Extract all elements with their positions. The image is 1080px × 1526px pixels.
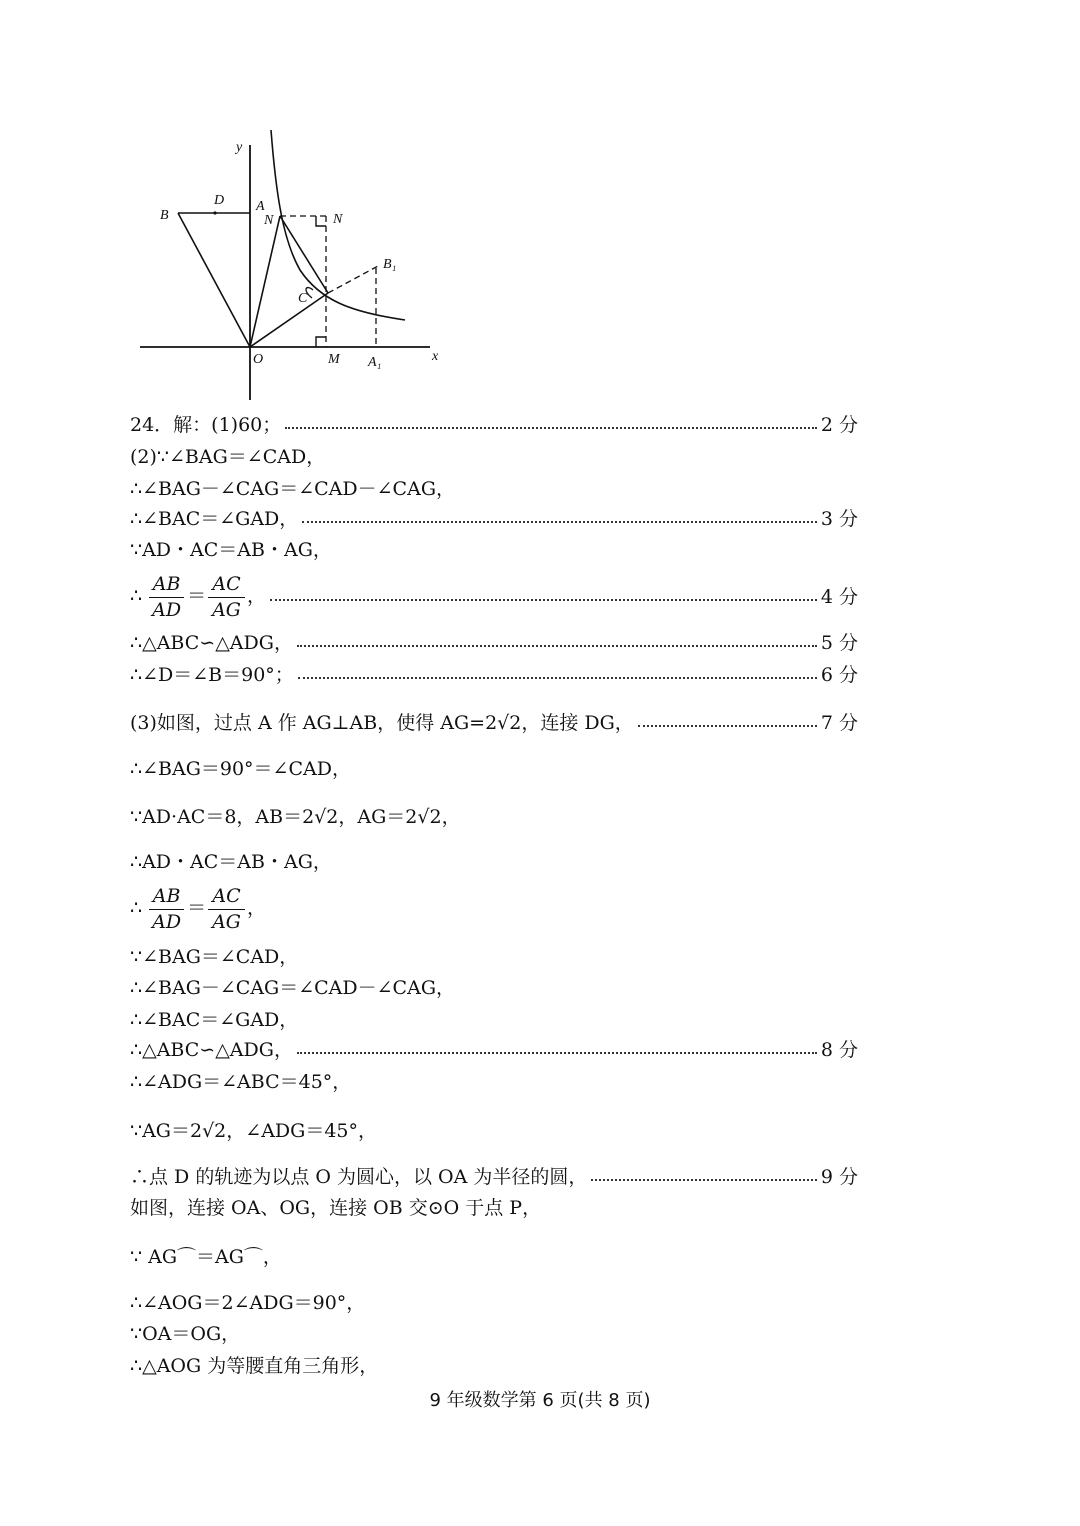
label-A: A [256,199,265,214]
leader-dots [591,1179,817,1181]
right-angle-M [316,337,326,347]
label-N: N [264,213,274,228]
label-D: D [214,193,225,208]
score-label: 9 分 [820,1165,858,1188]
label-C: C [298,291,308,306]
label-N: N [333,212,343,227]
solution-line: ∴△ABC∽△ADG， 5 分 [130,631,858,654]
label-y: y [236,140,243,155]
solution-line: ∴∠AOG＝2∠ADG＝90°， [130,1291,366,1314]
solution-line: ∴∠BAG＝90°＝∠CAD， [130,757,351,780]
solution-line: ∵AD・AC＝AB・AG， [130,538,332,561]
label-M: M [328,352,340,367]
segment-OA [250,216,280,347]
solution-line: ∴∠BAG－∠CAG＝∠CAD－∠CAG， [130,477,455,500]
leader-dots [297,1052,817,1054]
segment-BO [178,213,250,347]
solution-line: ∴∠ADG＝∠ABC＝45°， [130,1070,352,1093]
solution-line: 24．解：(1)60； 2 分 [130,413,858,436]
score-label: 2 分 [820,413,858,436]
fraction: $\frac{AB}{AD}$ [148,884,185,934]
leader-dots [285,427,817,429]
leader-dots [638,725,817,727]
label-B1: B₁ [383,257,397,272]
score-label: 4 分 [820,585,858,608]
solution-line: ∵AD·AC＝8，AB＝2√2，AG＝2√2， [130,805,461,828]
fraction: $\frac{AB}{AD}$ [148,572,185,622]
coordinate-figure [130,130,460,410]
fraction-line: ∴ $\frac{AB}{AD}$ ＝ $\frac{AC}{AG}$ ， 4 分 [130,572,858,621]
solution-line: ∴点 D 的轨迹为以点 O 为圆心，以 OA 为半径的圆， 9 分 [130,1165,858,1188]
solution-line: ∵AG＝2√2，∠ADG＝45°， [130,1119,378,1142]
solution-line: ∴∠BAG－∠CAG＝∠CAD－∠CAG， [130,976,455,999]
score-label: 6 分 [820,663,858,686]
score-label: 7 分 [820,711,858,734]
score-label: 8 分 [820,1038,858,1061]
label-A1: A₁ [368,355,382,370]
score-label: 3 分 [820,507,858,530]
fraction: $\frac{AC}{AG}$ [208,572,245,622]
fraction-line: ∴ $\frac{AB}{AD}$ ＝ $\frac{AC}{AG}$ ， [130,884,266,933]
leader-dots [302,521,817,523]
solution-line: ∴∠D＝∠B＝90°； 6 分 [130,663,858,686]
solution-line: ∴AD・AC＝AB・AG， [130,850,332,873]
label-x: x [432,349,439,364]
score-label: 5 分 [820,631,858,654]
solution-line: ∵OA＝OG， [130,1322,241,1345]
right-angle-N [316,216,326,226]
solution-line: (3)如图，过点 A 作 AG⊥AB，使得 AG=2√2，连接 DG， 7 分 [130,711,858,734]
label-B: B [160,208,169,223]
solution-line: ∴△AOG 为等腰直角三角形， [130,1354,379,1377]
solution-line: ∴∠BAC＝∠GAD， 3 分 [130,507,858,530]
segment-AC [280,216,328,293]
leader-dots [298,677,817,679]
solution-line: ∴△ABC∽△ADG， 8 分 [130,1038,858,1061]
solution-line: ∵∠BAG＝∠CAD， [130,945,299,968]
solution-line: ∵ AG⌒＝AG⌒， [130,1245,282,1268]
solution-line: 如图，连接 OA、OG，连接 OB 交⊙O 于点 P， [130,1196,542,1219]
point-D [213,211,216,214]
fraction: $\frac{AC}{AG}$ [208,884,245,934]
leader-dots [270,599,817,601]
solution-line: ∴∠BAC＝∠GAD， [130,1008,299,1031]
page-footer: 9 年级数学第 6 页(共 8 页) [429,1390,651,1411]
solution-line: (2)∵∠BAG＝∠CAD， [130,445,326,468]
dashed-CB1 [328,266,378,293]
label-O: O [253,352,264,367]
leader-dots [297,645,817,647]
